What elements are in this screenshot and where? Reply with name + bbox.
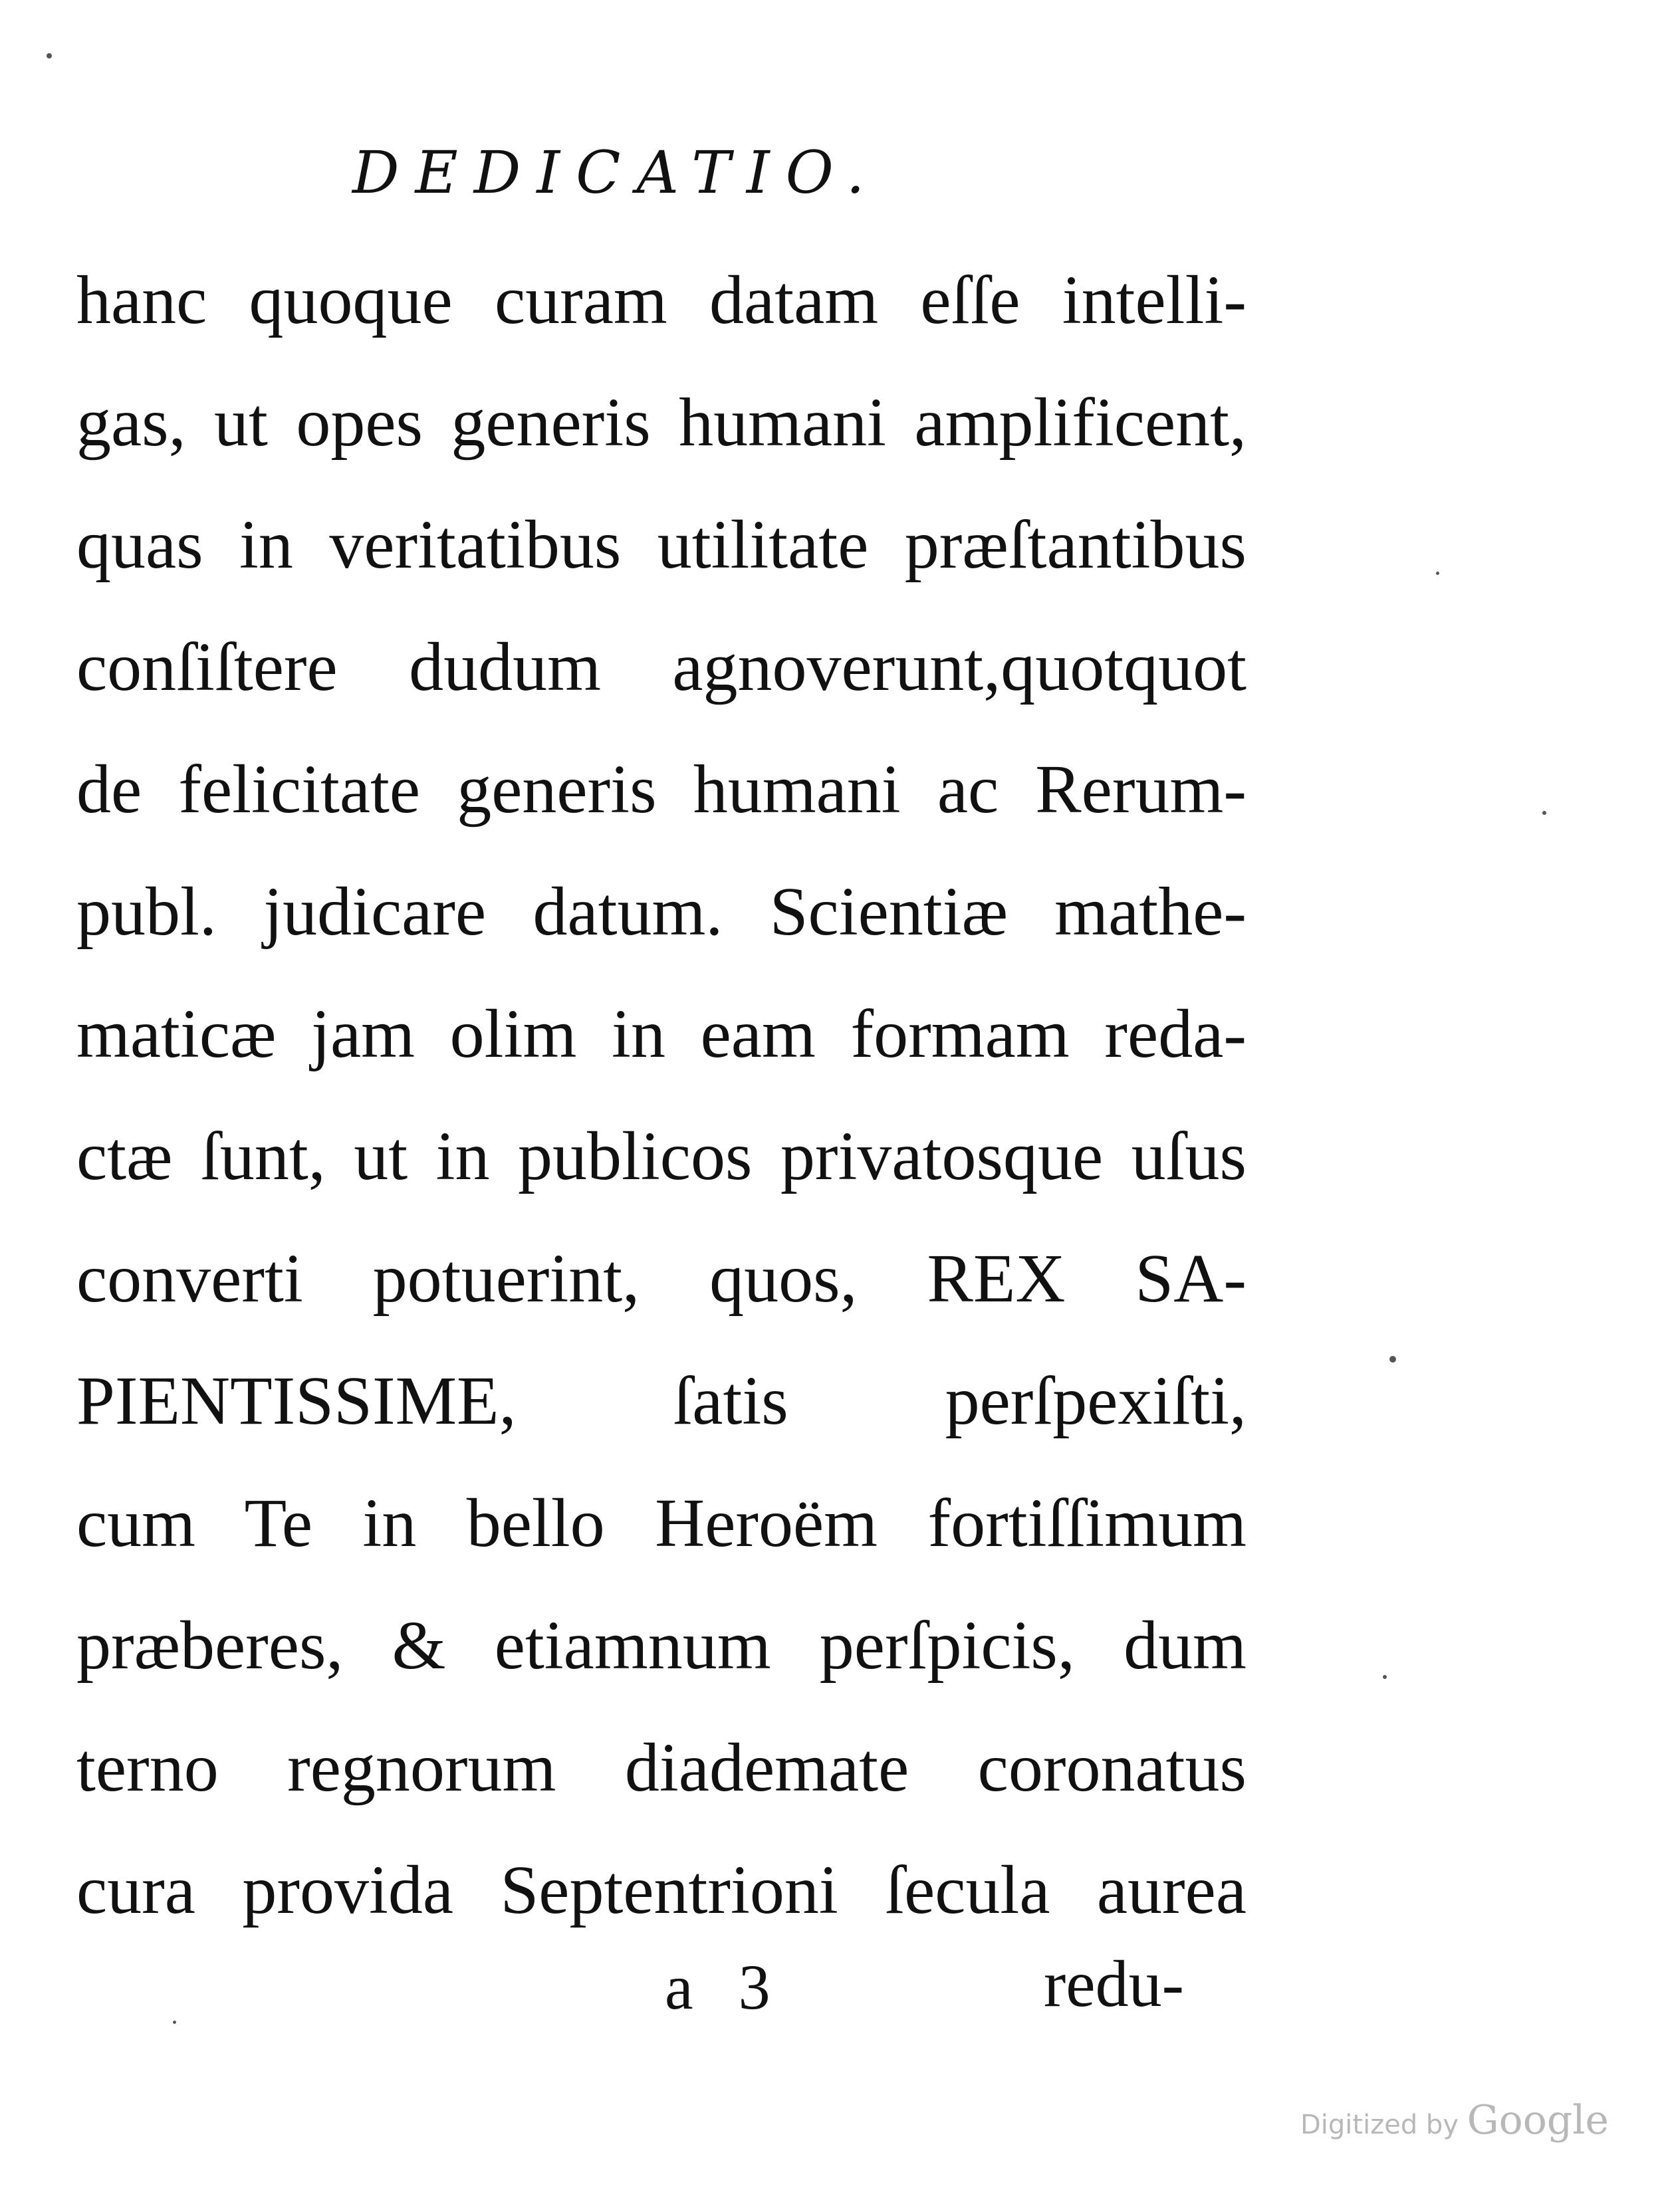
text-line: cura provida Septentrioni ſecula aurea [76, 1852, 1246, 1928]
signature-mark: a 3 [665, 1951, 785, 2023]
text-line: quas in veritatibus utilitate præſtantibus [76, 506, 1246, 583]
scan-speck [173, 2021, 176, 2024]
watermark-brand: Google [1467, 2097, 1609, 2144]
page-header: DEDICATIO. [352, 138, 881, 207]
watermark-prefix: Digitized by [1300, 2110, 1459, 2140]
text-line: PIENTISSIME, ſatis perſpexiſti, [76, 1363, 1246, 1439]
catchword: redu- [1044, 1947, 1184, 2021]
text-line: hanc quoque curam datam eſſe intelli- [76, 262, 1246, 338]
text-line: præberes, & etiamnum perſpicis, dum [76, 1607, 1246, 1684]
scan-speck [1383, 1675, 1387, 1679]
text-line: ctæ ſunt, ut in publicos privatosque uſus [76, 1118, 1246, 1194]
text-line: gas, ut opes generis humani amplificent, [76, 384, 1246, 461]
text-line: publ. judicare datum. Scientiæ mathe- [76, 873, 1246, 950]
text-line: de felicitate generis humani ac Rerum- [76, 751, 1246, 828]
text-line: cum Te in bello Heroëm fortiſſimum [76, 1485, 1246, 1561]
text-line: conſiſtere dudum agnoverunt,quotquot [76, 629, 1246, 705]
scan-speck [1542, 811, 1546, 815]
scan-speck [1436, 572, 1439, 575]
text-line: converti potuerint, quos, REX SA- [76, 1240, 1246, 1317]
scan-speck [47, 53, 52, 58]
body-text [76, 239, 1246, 1951]
text-line: terno regnorum diademate coronatus [76, 1729, 1246, 1806]
scan-speck [1389, 1356, 1396, 1363]
text-line: maticæ jam olim in eam formam reda- [76, 996, 1246, 1072]
digitized-watermark [1300, 2097, 1609, 2145]
